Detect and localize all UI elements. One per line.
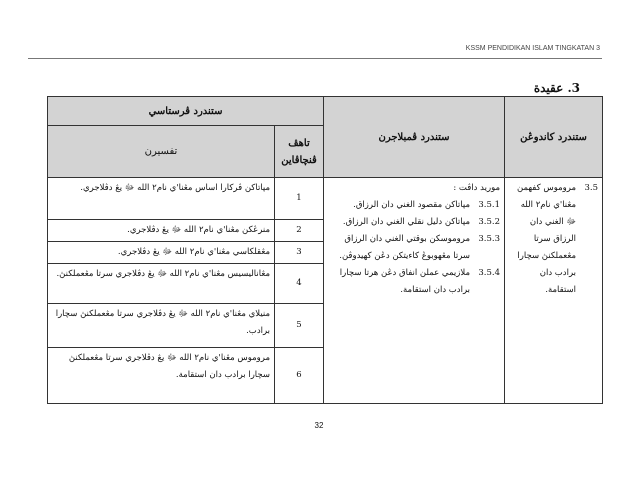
content-standard-cell: [505, 178, 603, 404]
level-number: 5: [275, 304, 324, 348]
learning-item: [328, 231, 500, 265]
standards-table: [47, 96, 603, 404]
header-description: تفسيرن: [48, 126, 275, 178]
level-description: مڠقلكاسي مڠنا'ي نام٢ الله ﷻ يڠ دڤلاجري.: [48, 242, 275, 264]
learning-item-number: 3.5.3: [478, 234, 501, 244]
section-title: 3. عقيدة: [533, 81, 580, 95]
level-number: 2: [275, 220, 324, 242]
level-number: 6: [275, 348, 324, 404]
learning-item-text: مروموسكن بوقتي الغني دان الرزاق سرتا مڠهوبوڠ كاءيتكن دڠن كهيدوڤن.: [339, 234, 471, 261]
content-standard-number: 3.5: [584, 183, 599, 193]
learning-item: [328, 214, 500, 231]
header-learning-standard: ستندرد ڤمبلاجرن: [324, 97, 505, 178]
learning-item-text: مڽاتاكن مقصود الغني دان الرزاق.: [353, 200, 471, 210]
learning-item-number: 3.5.2: [478, 217, 501, 227]
level-description: مڽاتاكن ڤركارا اساس مڠنا'ي نام٢ الله ﷻ يڠ دڤلاجري.: [48, 178, 275, 220]
learning-item: [328, 265, 500, 299]
learning-intro: موريد داڤت :: [453, 183, 501, 193]
level-number: 3: [275, 242, 324, 264]
level-description: مروموس مڠنا'ي نام٢ الله ﷻ يڠ دڤلاجري سرتا مڠعملكنڽ سچارا برادب دان استقامة.: [48, 348, 275, 404]
page-header: [28, 44, 602, 59]
page-number: 32: [314, 421, 324, 430]
learning-item-number: 3.5.4: [478, 268, 501, 278]
header-level: تاهڤ ڤنچاڤاين: [275, 126, 324, 178]
level-description: منيلاي مڠنا'ي نام٢ الله ﷻ يڠ دڤلاجري سرتا مڠعملكنڽ سچارا برادب.: [48, 304, 275, 348]
learning-item-text: مڽاتاكن دليل نقلي الغني دان الرزاق.: [342, 217, 471, 227]
level-number: 4: [275, 264, 324, 304]
learning-item-number: 3.5.1: [478, 200, 501, 210]
learning-item-text: ملازيمي عملن انفاق دڠن هرتا سچارا برادب دان استقامة.: [339, 268, 471, 295]
level-description: منرڠكن مڠنا'ي نام٢ الله ﷻ يڠ دڤلاجري.: [48, 220, 275, 242]
learning-standard-cell: [324, 178, 505, 404]
learning-item: [328, 197, 500, 214]
content-standard: [509, 180, 598, 299]
header-content-standard: ستندرد کاندوڠن: [505, 97, 603, 178]
level-description: مڠاناليسيس مڠنا'ي نام٢ الله ﷻ يڠ دڤلاجري سرتا مڠعملكنڽ.: [48, 264, 275, 304]
header-performance-standard: ستندرد ڤرستاسي: [48, 97, 324, 126]
header-text: KSSM PENDIDIKAN ISLAM TINGKATAN 3: [465, 45, 600, 52]
level-number: 1: [275, 178, 324, 220]
content-standard-text: مروموس كفهمن مڠنا'ي نام٢ الله ﷻ الغني دان الرزاق سرتا مڠعملكنڽ سچارا برادب دان استقامة.: [516, 183, 577, 295]
